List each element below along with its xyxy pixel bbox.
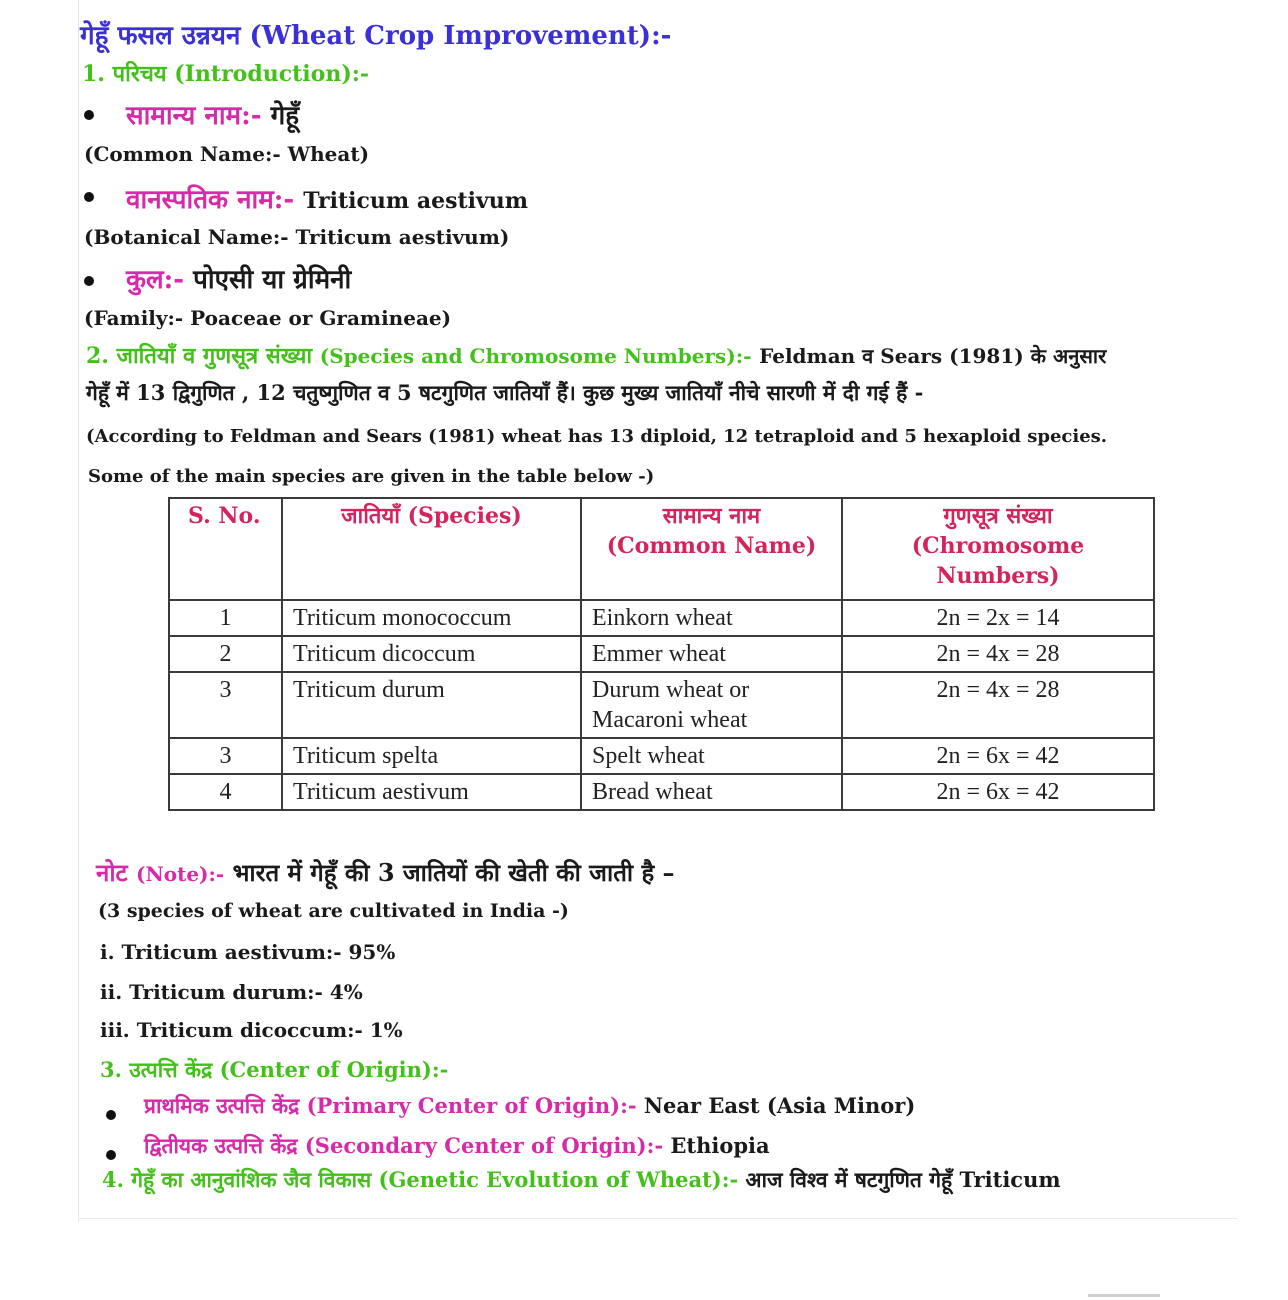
cell-species: Triticum durum (282, 672, 581, 738)
cell-species: Triticum aestivum (282, 774, 581, 810)
family-label: कुल:- (126, 265, 184, 295)
intro-title-english: (Introduction):- (174, 61, 369, 87)
table-row (169, 738, 1154, 774)
table-row (169, 600, 1154, 636)
origin-title-hindi: 3. उत्पत्ति केंद्र (100, 1057, 213, 1082)
intro-heading (82, 58, 369, 88)
evolution-title: 4. गेहूँ का आनुवांशिक जैव विकास (Genetic Evolution of Wheat):- (102, 1167, 739, 1192)
common-name-line (126, 96, 299, 132)
species-title-english: (Species and Chromosome Numbers):- (319, 344, 752, 368)
cell-common-name: Spelt wheat (581, 738, 842, 774)
header-species (282, 498, 581, 600)
species-intro-text: Feldman व Sears (1981) के अनुसार (759, 344, 1107, 368)
note-label-english: (Note):- (136, 862, 225, 886)
origin-heading (100, 1056, 448, 1084)
note-text: भारत में गेहूँ की 3 जातियों की खेती की जाती है – (232, 858, 675, 887)
cell-sno: 4 (169, 774, 282, 810)
cell-common-name: Einkorn wheat (581, 600, 842, 636)
header-chromo-hindi: गुणसूत्र संख्या (943, 503, 1053, 529)
evolution-line (102, 1166, 1061, 1194)
primary-origin-label: प्राथमिक उत्पत्ति केंद्र (Primary Center of Origin):- (144, 1093, 637, 1118)
note-line (96, 856, 675, 889)
species-english-line2: Some of the main species are given in the table below -) (88, 466, 655, 487)
header-chromosome (842, 498, 1154, 600)
secondary-origin-value: Ethiopia (670, 1133, 770, 1158)
cell-species: Triticum dicoccum (282, 636, 581, 672)
species-hindi-sentence: गेहूँ में 13 द्विगुणित , 12 चतुष्गुणित व 5 षटगुणित जातियाँ हैं। कुछ मुख्य जातियाँ नीचे सारणी में दी गई हैं - (86, 380, 924, 405)
botanical-name-line (126, 180, 528, 216)
cell-common-name: Emmer wheat (581, 636, 842, 672)
table-header-row (169, 498, 1154, 600)
bullet-icon (84, 276, 94, 286)
title-english: (Wheat Crop Improvement):- (249, 21, 672, 51)
bullet-icon (106, 1150, 116, 1160)
bullet-icon (84, 110, 94, 120)
cell-chromosome: 2n = 4x = 28 (842, 636, 1154, 672)
page-bottom-edge (78, 1218, 1238, 1219)
cell-chromosome: 2n = 6x = 42 (842, 738, 1154, 774)
table-row (169, 636, 1154, 672)
header-common-name (581, 498, 842, 600)
cell-sno: 3 (169, 672, 282, 738)
family-value: पोएसी या ग्रेमिनी (193, 265, 352, 295)
intro-title-hindi: 1. परिचय (82, 61, 167, 87)
family-english: (Family:- Poaceae or Gramineae) (84, 306, 452, 330)
header-chromo-english: (Chromosome Numbers) (911, 533, 1085, 589)
note-item: iii. Triticum dicoccum:- 1% (100, 1018, 403, 1042)
page-title (80, 16, 671, 52)
evolution-text: आज विश्व में षटगुणित गेहूँ Triticum (745, 1167, 1061, 1192)
primary-origin-line (144, 1092, 915, 1120)
botanical-name-value: Triticum aestivum (303, 188, 529, 214)
botanical-name-label: वानस्पतिक नाम:- (126, 185, 295, 215)
header-common-english: (Common Name) (606, 533, 817, 559)
species-english-line1: (According to Feldman and Sears (1981) wheat has 13 diploid, 12 tetraploid and 5 hexaploid species. (86, 426, 1108, 447)
bullet-icon (84, 192, 94, 202)
cell-common-name: Bread wheat (581, 774, 842, 810)
cell-species: Triticum monococcum (282, 600, 581, 636)
cell-common-name: Durum wheat or Macaroni wheat (581, 672, 842, 738)
cell-sno: 2 (169, 636, 282, 672)
note-label-hindi: नोट (96, 858, 128, 887)
header-sno: S. No. (169, 498, 282, 600)
header-species-hindi: जातियाँ (341, 503, 400, 529)
note-item: i. Triticum aestivum:- 95% (100, 940, 396, 964)
common-name-label: सामान्य नाम:- (126, 101, 262, 131)
header-species-english: (Species) (407, 503, 522, 529)
species-heading (86, 340, 1106, 370)
cell-species: Triticum spelta (282, 738, 581, 774)
note-item: ii. Triticum durum:- 4% (100, 980, 363, 1004)
secondary-origin-line (144, 1132, 770, 1160)
watermark-mark (1088, 1294, 1160, 1297)
origin-title-english: (Center of Origin):- (219, 1057, 449, 1082)
header-common-hindi: सामान्य नाम (662, 503, 761, 529)
primary-origin-value: Near East (Asia Minor) (643, 1093, 916, 1118)
table-row (169, 672, 1154, 738)
secondary-origin-label: द्वितीयक उत्पत्ति केंद्र (Secondary Center of Origin):- (144, 1133, 664, 1158)
family-line (126, 260, 351, 296)
cell-chromosome: 2n = 6x = 42 (842, 774, 1154, 810)
table-row (169, 774, 1154, 810)
cell-chromosome: 2n = 2x = 14 (842, 600, 1154, 636)
botanical-name-english: (Botanical Name:- Triticum aestivum) (84, 225, 510, 249)
cell-chromosome: 2n = 4x = 28 (842, 672, 1154, 738)
title-hindi: गेहूँ फसल उन्नयन (80, 21, 241, 51)
common-name-value: गेहूँ (270, 101, 300, 131)
cell-sno: 3 (169, 738, 282, 774)
common-name-english: (Common Name:- Wheat) (84, 142, 370, 166)
bullet-icon (106, 1110, 116, 1120)
cell-sno: 1 (169, 600, 282, 636)
species-table (168, 497, 1155, 811)
note-english: (3 species of wheat are cultivated in India -) (98, 900, 569, 922)
species-title-hindi: 2. जातियाँ व गुणसूत्र संख्या (86, 343, 313, 369)
